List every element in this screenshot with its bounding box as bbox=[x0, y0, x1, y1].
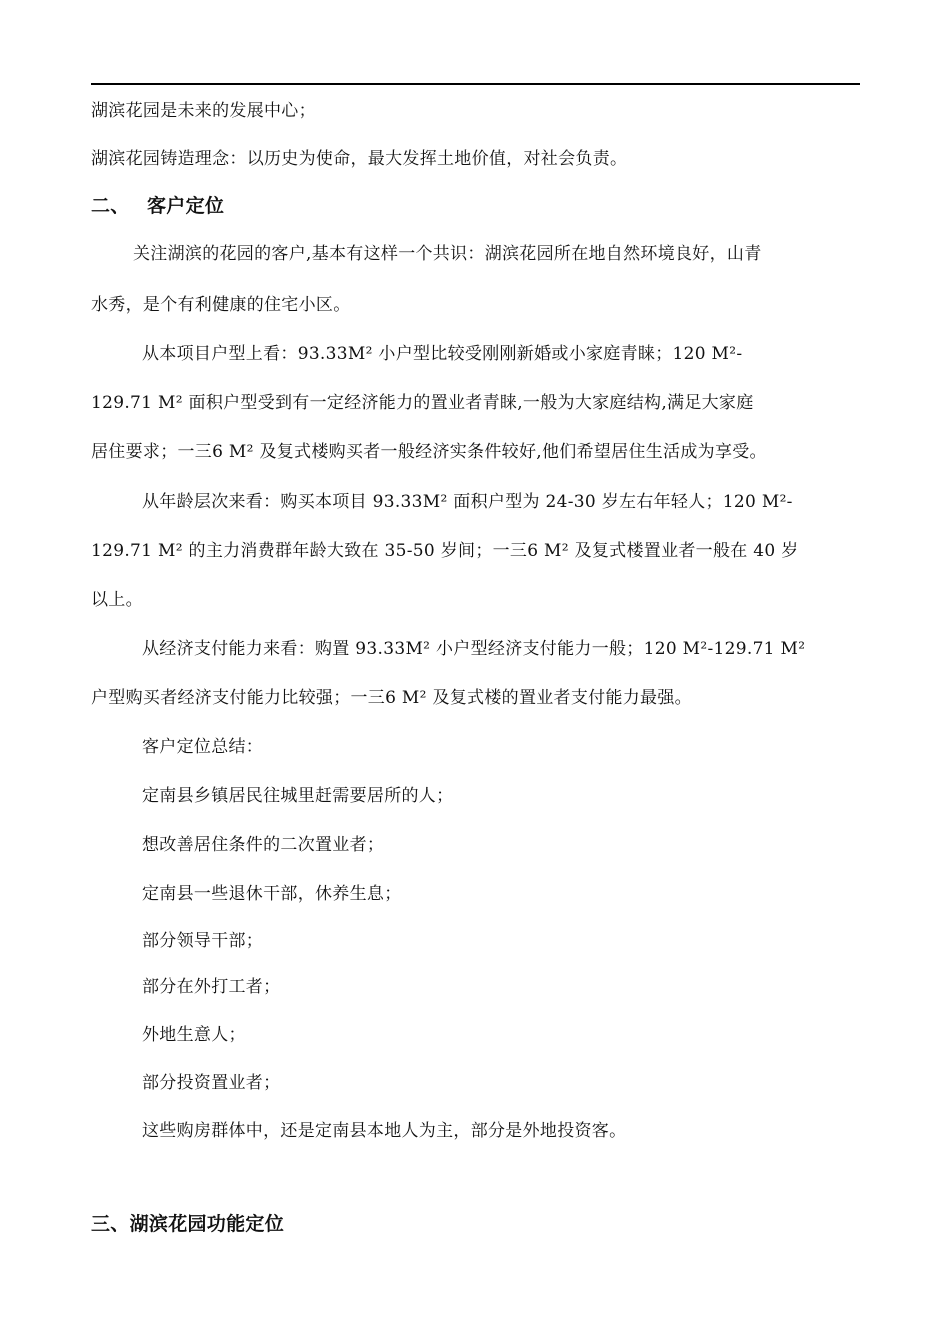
paragraph-line: 湖滨花园铸造理念：以历史为使命，最大发挥土地价值，对社会负责。 bbox=[91, 149, 628, 169]
list-item: 部分领导干部； bbox=[142, 931, 264, 951]
paragraph-line: 湖滨花园是未来的发展中心； bbox=[91, 101, 316, 121]
paragraph-line: 关注湖滨的花园的客户,基本有这样一个共识：湖滨花园所在地自然环境良好，山青 bbox=[133, 244, 762, 264]
paragraph-line: 水秀，是个有利健康的住宅小区。 bbox=[91, 295, 351, 315]
list-item: 定南县一些退休干部，休养生息； bbox=[142, 884, 402, 904]
list-item: 外地生意人； bbox=[142, 1025, 246, 1045]
paragraph-line: 户型购买者经济支付能力比较强；一三6 M² 及复式楼的置业者支付能力最强。 bbox=[91, 688, 692, 708]
list-item: 想改善居住条件的二次置业者； bbox=[142, 835, 385, 855]
list-item: 定南县乡镇居民往城里赶需要居所的人； bbox=[142, 786, 454, 806]
header-rule bbox=[91, 83, 860, 85]
section-number: 二、 bbox=[91, 195, 130, 217]
paragraph-line: 以上。 bbox=[91, 590, 143, 610]
paragraph-line: 从年龄层次来看：购买本项目 93.33M² 面积户型为 24-30 岁左右年轻人；120 M²- bbox=[142, 492, 793, 512]
section-title: 客户定位 bbox=[147, 195, 225, 217]
section-heading-3: 三、湖滨花园功能定位 bbox=[91, 1213, 285, 1235]
list-item: 部分在外打工者； bbox=[142, 977, 281, 997]
paragraph-line: 居住要求；一三6 M² 及复式楼购买者一般经济实条件较好,他们希望居住生活成为享受。 bbox=[91, 442, 767, 462]
paragraph-line: 129.71 M² 面积户型受到有一定经济能力的置业者青睐,一般为大家庭结构,满足大家庭 bbox=[91, 393, 754, 413]
paragraph-line: 从本项目户型上看：93.33M² 小户型比较受刚刚新婚或小家庭青睐；120 M²- bbox=[142, 344, 743, 364]
paragraph-line: 从经济支付能力来看：购置 93.33M² 小户型经济支付能力一般；120 M²-129.71 M² bbox=[142, 639, 806, 659]
summary-heading: 客户定位总结： bbox=[142, 737, 264, 757]
section-heading-2 bbox=[91, 194, 871, 218]
paragraph-line: 129.71 M² 的主力消费群年龄大致在 35-50 岁间；一三6 M² 及复式楼置业者一般在 40 岁 bbox=[91, 541, 799, 561]
paragraph-line: 这些购房群体中，还是定南县本地人为主，部分是外地投资客。 bbox=[142, 1121, 627, 1141]
list-item: 部分投资置业者； bbox=[142, 1073, 281, 1093]
